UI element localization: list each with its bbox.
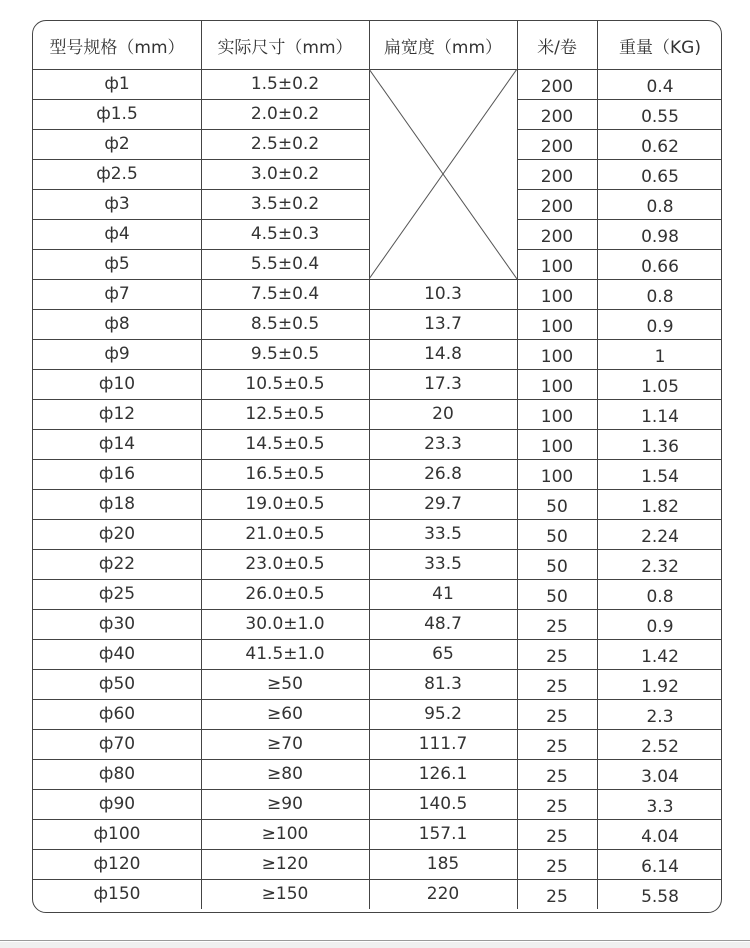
table-cell: ф14 (98, 434, 136, 454)
table-cell: 100 (540, 317, 574, 337)
table-cell: 111.7 (418, 734, 468, 754)
table-cell: 100 (540, 467, 574, 487)
column-divider (597, 21, 598, 909)
table-cell: ф20 (98, 524, 136, 544)
table-cell: 200 (540, 107, 574, 127)
row-divider (33, 489, 722, 490)
row-divider (33, 759, 722, 760)
table-cell: 157.1 (418, 824, 468, 844)
table-cell: ф18 (98, 494, 136, 514)
row-divider (33, 339, 722, 340)
table-cell: ф10 (98, 374, 136, 394)
table-cell: 41 (432, 584, 454, 604)
row-divider (33, 279, 722, 280)
table-cell: 7.5±0.4 (250, 284, 320, 304)
bottom-divider (0, 940, 750, 941)
table-cell: 23.3 (424, 434, 462, 454)
table-cell: ф2 (104, 134, 130, 154)
header-cell-1: 实际尺寸（mm） (217, 37, 353, 58)
table-cell: 1 (654, 347, 666, 367)
table-cell: 25 (546, 737, 568, 757)
row-divider (33, 459, 722, 460)
table-cell: ≥90 (267, 794, 303, 814)
row-divider (517, 189, 722, 190)
table-cell: ф12 (98, 404, 136, 424)
table-cell: 65 (432, 644, 454, 664)
table-cell: ф120 (93, 854, 141, 874)
table-cell: 200 (540, 77, 574, 97)
table-cell: ф50 (98, 674, 136, 694)
table-cell: 1.36 (641, 437, 679, 457)
row-divider (33, 849, 722, 850)
table-cell: ф1.5 (96, 104, 138, 124)
table-cell: 25 (546, 797, 568, 817)
table-cell: 0.8 (646, 197, 674, 217)
table-cell: 5.5±0.4 (250, 254, 320, 274)
table-cell: 1.54 (641, 467, 679, 487)
table-cell: 4.04 (641, 827, 679, 847)
table-cell: ф90 (98, 794, 136, 814)
row-divider (33, 579, 722, 580)
table-cell: ф1 (104, 74, 130, 94)
table-cell: 2.5±0.2 (250, 134, 320, 154)
table-cell: ≥80 (267, 764, 303, 784)
table-cell: ≥50 (267, 674, 303, 694)
table-cell: ф22 (98, 554, 136, 574)
table-cell: 19.0±0.5 (245, 494, 325, 514)
table-cell: 25 (546, 827, 568, 847)
table-cell: 200 (540, 227, 574, 247)
row-divider (517, 249, 722, 250)
table-cell: 100 (540, 407, 574, 427)
table-cell: 25 (546, 677, 568, 697)
table-cell: ф60 (98, 704, 136, 724)
table-cell: 10.3 (424, 284, 462, 304)
table-cell: 81.3 (424, 674, 462, 694)
row-divider (33, 609, 722, 610)
table-cell: 1.05 (641, 377, 679, 397)
table-cell: 25 (546, 647, 568, 667)
row-divider (517, 159, 722, 160)
table-cell: 2.52 (641, 737, 679, 757)
header-cell-4: 重量（KG) (619, 37, 701, 58)
table-cell: ф3 (104, 194, 130, 214)
table-grid (33, 21, 721, 912)
table-cell: 25 (546, 617, 568, 637)
table-cell: ≥150 (261, 884, 309, 904)
table-cell: 0.65 (641, 167, 679, 187)
table-cell: 1.92 (641, 677, 679, 697)
table-cell: ≥100 (261, 824, 309, 844)
table-cell: 25 (546, 857, 568, 877)
row-divider (517, 129, 722, 130)
row-divider (517, 219, 722, 220)
table-cell: 13.7 (424, 314, 462, 334)
table-cell: ≥60 (267, 704, 303, 724)
row-divider (33, 729, 722, 730)
table-cell: 48.7 (424, 614, 462, 634)
table-cell: 23.0±0.5 (245, 554, 325, 574)
table-cell: 185 (426, 854, 460, 874)
table-cell: 26.0±0.5 (245, 584, 325, 604)
table-cell: 5.58 (641, 887, 679, 907)
row-divider (33, 819, 722, 820)
row-divider (33, 789, 722, 790)
table-cell: ф7 (104, 284, 130, 304)
row-divider (33, 309, 722, 310)
table-cell: 29.7 (424, 494, 462, 514)
table-cell: ф25 (98, 584, 136, 604)
table-cell: ф100 (93, 824, 141, 844)
table-cell: 16.5±0.5 (245, 464, 325, 484)
row-divider (517, 99, 722, 100)
table-cell: 1.14 (641, 407, 679, 427)
table-cell: 126.1 (418, 764, 468, 784)
table-cell: 50 (546, 497, 568, 517)
table-cell: 100 (540, 377, 574, 397)
table-cell: ф9 (104, 344, 130, 364)
table-cell: 41.5±1.0 (245, 644, 325, 664)
row-divider (33, 639, 722, 640)
table-cell: 33.5 (424, 554, 462, 574)
table-cell: ≥70 (267, 734, 303, 754)
column-divider (517, 21, 518, 909)
table-cell: 200 (540, 167, 574, 187)
table-cell: 100 (540, 437, 574, 457)
table-cell: 21.0±0.5 (245, 524, 325, 544)
row-divider (33, 549, 722, 550)
table-cell: 10.5±0.5 (245, 374, 325, 394)
table-cell: 50 (546, 557, 568, 577)
table-cell: 0.9 (646, 617, 674, 637)
table-cell: ф5 (104, 254, 130, 274)
table-cell: ф40 (98, 644, 136, 664)
table-cell: ф16 (98, 464, 136, 484)
table-cell: 100 (540, 287, 574, 307)
table-cell: 33.5 (424, 524, 462, 544)
table-cell: ф70 (98, 734, 136, 754)
table-cell: 0.9 (646, 317, 674, 337)
table-cell: 2.32 (641, 557, 679, 577)
row-divider (33, 369, 722, 370)
table-cell: 12.5±0.5 (245, 404, 325, 424)
table-cell: 25 (546, 887, 568, 907)
table-cell: 0.62 (641, 137, 679, 157)
table-cell: 20 (432, 404, 454, 424)
bottom-strip (0, 942, 750, 948)
row-divider (33, 519, 722, 520)
table-cell: 95.2 (424, 704, 462, 724)
table-cell: 0.55 (641, 107, 679, 127)
table-cell: 9.5±0.5 (250, 344, 320, 364)
table-cell: 2.0±0.2 (250, 104, 320, 124)
table-cell: 0.66 (641, 257, 679, 277)
table-cell: 0.8 (646, 287, 674, 307)
table-cell: 3.04 (641, 767, 679, 787)
table-cell: ф4 (104, 224, 130, 244)
row-divider (33, 879, 722, 880)
table-cell: 25 (546, 707, 568, 727)
table-cell: 220 (426, 884, 460, 904)
table-cell: ф8 (104, 314, 130, 334)
table-cell: 1.5±0.2 (250, 74, 320, 94)
table-cell: 100 (540, 257, 574, 277)
table-cell: 3.3 (646, 797, 674, 817)
row-divider (33, 429, 722, 430)
table-cell: 200 (540, 197, 574, 217)
table-cell: ф30 (98, 614, 136, 634)
table-cell: 0.4 (646, 77, 674, 97)
table-cell: 3.0±0.2 (250, 164, 320, 184)
table-cell: 4.5±0.3 (250, 224, 320, 244)
header-cell-3: 米/卷 (537, 37, 577, 58)
table-cell: 200 (540, 137, 574, 157)
spec-table (32, 20, 722, 913)
table-cell: 2.24 (641, 527, 679, 547)
table-cell: 8.5±0.5 (250, 314, 320, 334)
table-cell: ф80 (98, 764, 136, 784)
row-divider (33, 699, 722, 700)
header-cell-0: 型号规格（mm） (49, 37, 185, 58)
table-cell: 6.14 (641, 857, 679, 877)
table-cell: 100 (540, 347, 574, 367)
table-cell: 140.5 (418, 794, 468, 814)
table-cell: 1.42 (641, 647, 679, 667)
row-divider (33, 669, 722, 670)
table-cell: 0.8 (646, 587, 674, 607)
table-cell: ≥120 (261, 854, 309, 874)
table-cell: 14.5±0.5 (245, 434, 325, 454)
header-cell-2: 扁宽度（mm） (383, 37, 503, 58)
table-cell: ф150 (93, 884, 141, 904)
column-divider (201, 21, 202, 909)
table-cell: 50 (546, 587, 568, 607)
table-cell: 3.5±0.2 (250, 194, 320, 214)
table-cell: 17.3 (424, 374, 462, 394)
table-cell: 1.82 (641, 497, 679, 517)
table-cell: 0.98 (641, 227, 679, 247)
row-divider (33, 399, 722, 400)
table-cell: 26.8 (424, 464, 462, 484)
table-cell: 50 (546, 527, 568, 547)
empty-cell-cross (369, 69, 517, 279)
table-cell: 25 (546, 767, 568, 787)
table-cell: 2.3 (646, 707, 674, 727)
table-cell: ф2.5 (96, 164, 138, 184)
table-cell: 30.0±1.0 (245, 614, 325, 634)
table-cell: 14.8 (424, 344, 462, 364)
